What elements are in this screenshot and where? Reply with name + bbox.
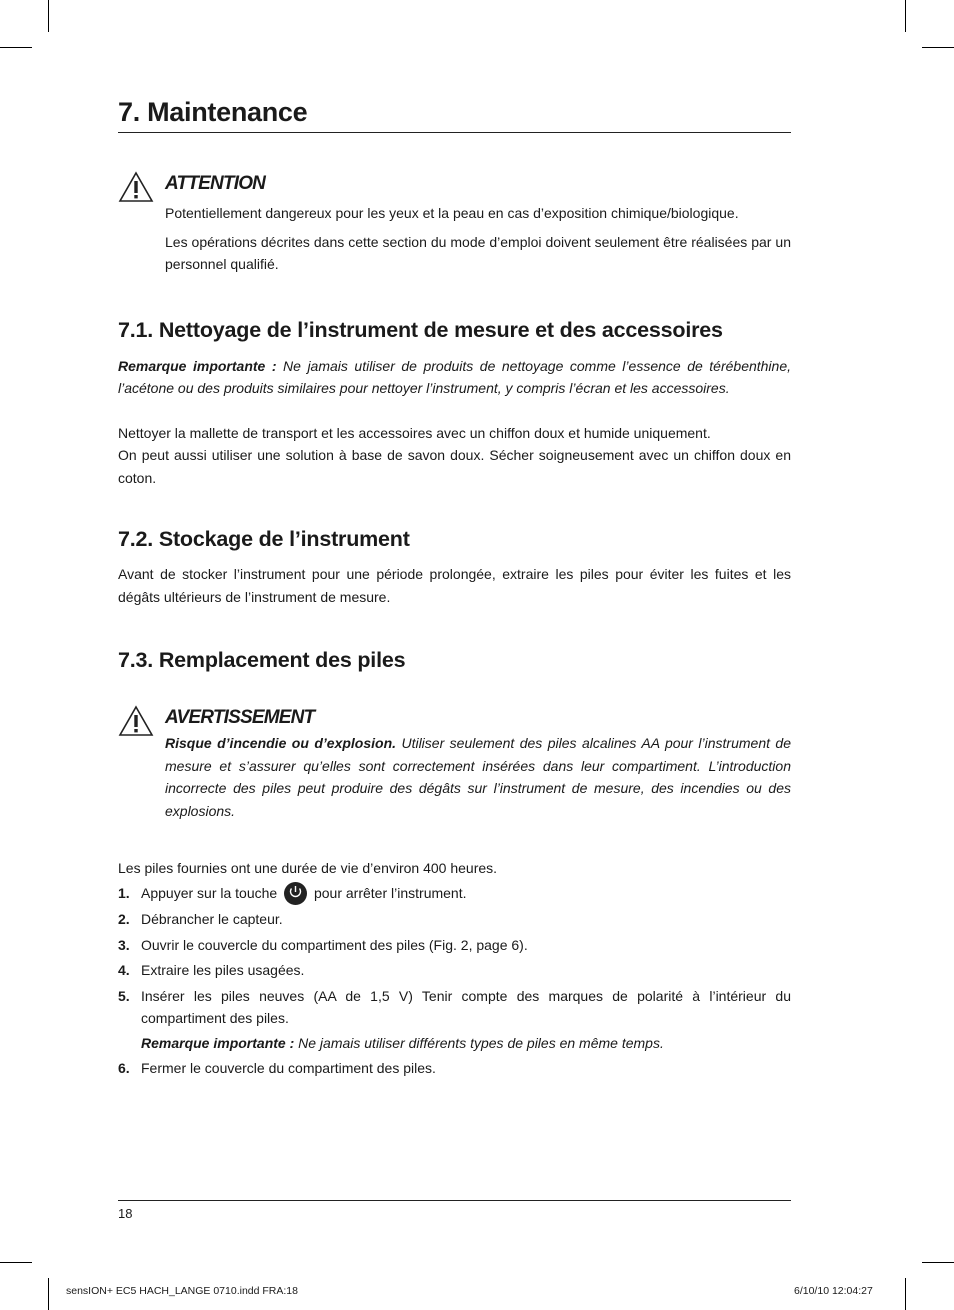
list-item: [118, 934, 791, 957]
page-number: 18: [118, 1206, 133, 1221]
crop-mark: [922, 1262, 954, 1263]
list-item: [118, 985, 791, 1055]
title-rule: [118, 132, 791, 133]
attention-text-1: Potentiellement dangereux pour les yeux et la peau en cas d’exposition chimique/biologique.: [165, 205, 739, 221]
crop-mark: [48, 1278, 49, 1310]
step-text: Extraire les piles usagées.: [141, 962, 305, 979]
note-label: Remarque importante :: [118, 357, 277, 374]
warning-title: AVERTISSEMENT: [165, 707, 315, 728]
step-number: 1.: [118, 884, 130, 901]
page-content: [118, 92, 791, 1083]
step-text: pour arrêter l’instrument.: [313, 884, 467, 901]
warning-body: Utiliser seulement des piles alcalines AA pour l’instrument de mesure et s’assurer qu’elles sont correctement insérées dans leur compartiment. L’introduction incorrecte des piles peut produire des dégâts sur l’instrument de mesure, des incendies ou des explosions.: [165, 735, 792, 819]
attention-block: [118, 171, 791, 276]
section-7-1-line-2: On peut aussi utiliser une solution à base de savon doux. Sécher soigneusement avec un chiffon doux en coton.: [118, 447, 791, 486]
note-label: Remarque importante :: [141, 1034, 295, 1051]
power-key-icon: [284, 882, 307, 905]
note-text: Ne jamais utiliser de produits de nettoyage comme l’essence de térébenthine, l’acétone ou des produits similaires pour nettoyer l’instrument, y compris l’écran et les accessoires.: [118, 357, 792, 396]
step-text: Appuyer sur la touche: [141, 884, 278, 901]
print-slug-date: 6/10/10 12:04:27: [794, 1285, 873, 1297]
section-7-1-title: 7.1. Nettoyage de l’instrument de mesure et des accessoires: [118, 317, 723, 342]
step-number: 4.: [118, 962, 130, 979]
section-7-1-note: [118, 355, 791, 400]
section-7-2-title: 7.2. Stockage de l’instrument: [118, 527, 410, 551]
battery-steps: [118, 882, 791, 1080]
step-text: Ouvrir le couvercle du compartiment des piles (Fig. 2, page 6).: [141, 936, 528, 953]
section-7-1-line-1: Nettoyer la mallette de transport et les accessoires avec un chiffon doux et humide uniquement.: [118, 424, 711, 441]
step-text: Insérer les piles neuves (AA de 1,5 V) Tenir compte des marques de polarité à l’intérieur du compartiment des piles.: [141, 987, 791, 1027]
step-text: Débrancher le capteur.: [141, 911, 283, 928]
attention-text-2: Les opérations décrites dans cette section du mode d’emploi doivent seulement être réalisées par un personnel qualifié.: [165, 233, 791, 272]
note-text: Ne jamais utiliser différents types de piles en même temps.: [294, 1034, 664, 1051]
crop-mark: [48, 0, 49, 32]
crop-mark: [0, 1262, 32, 1263]
warning-block: [118, 705, 791, 822]
list-item: [118, 1057, 791, 1080]
warning-triangle-icon: [118, 705, 154, 737]
step-number: 2.: [118, 911, 130, 928]
step-number: 6.: [118, 1060, 130, 1077]
step-text: Fermer le couvercle du compartiment des piles.: [141, 1060, 436, 1077]
step-note: [141, 1032, 791, 1055]
list-item: [118, 882, 791, 906]
footer-rule: [118, 1200, 791, 1201]
warning-text: [165, 732, 791, 822]
section-7-2-text: Avant de stocker l’instrument pour une période prolongée, extraire les piles pour éviter les fuites et les dégâts ultérieurs de l’instrument de mesure.: [118, 566, 791, 605]
section-7-3-title: 7.3. Remplacement des piles: [118, 648, 406, 672]
crop-mark: [905, 0, 906, 32]
warning-lead: Risque d’incendie ou d’explosion.: [165, 735, 397, 751]
step-number: 3.: [118, 936, 130, 953]
warning-triangle-icon: [118, 171, 154, 203]
crop-mark: [905, 1278, 906, 1310]
chapter-title: 7. Maintenance: [118, 97, 308, 127]
battery-intro: Les piles fournies ont une durée de vie d’environ 400 heures.: [118, 860, 498, 876]
list-item: [118, 959, 791, 982]
crop-mark: [0, 47, 32, 48]
print-slug-file: sensION+ EC5 HACH_LANGE 0710.indd FRA:18: [66, 1285, 298, 1297]
crop-mark: [922, 47, 954, 48]
step-number: 5.: [118, 987, 130, 1004]
attention-title: ATTENTION: [165, 173, 266, 194]
list-item: [118, 908, 791, 931]
